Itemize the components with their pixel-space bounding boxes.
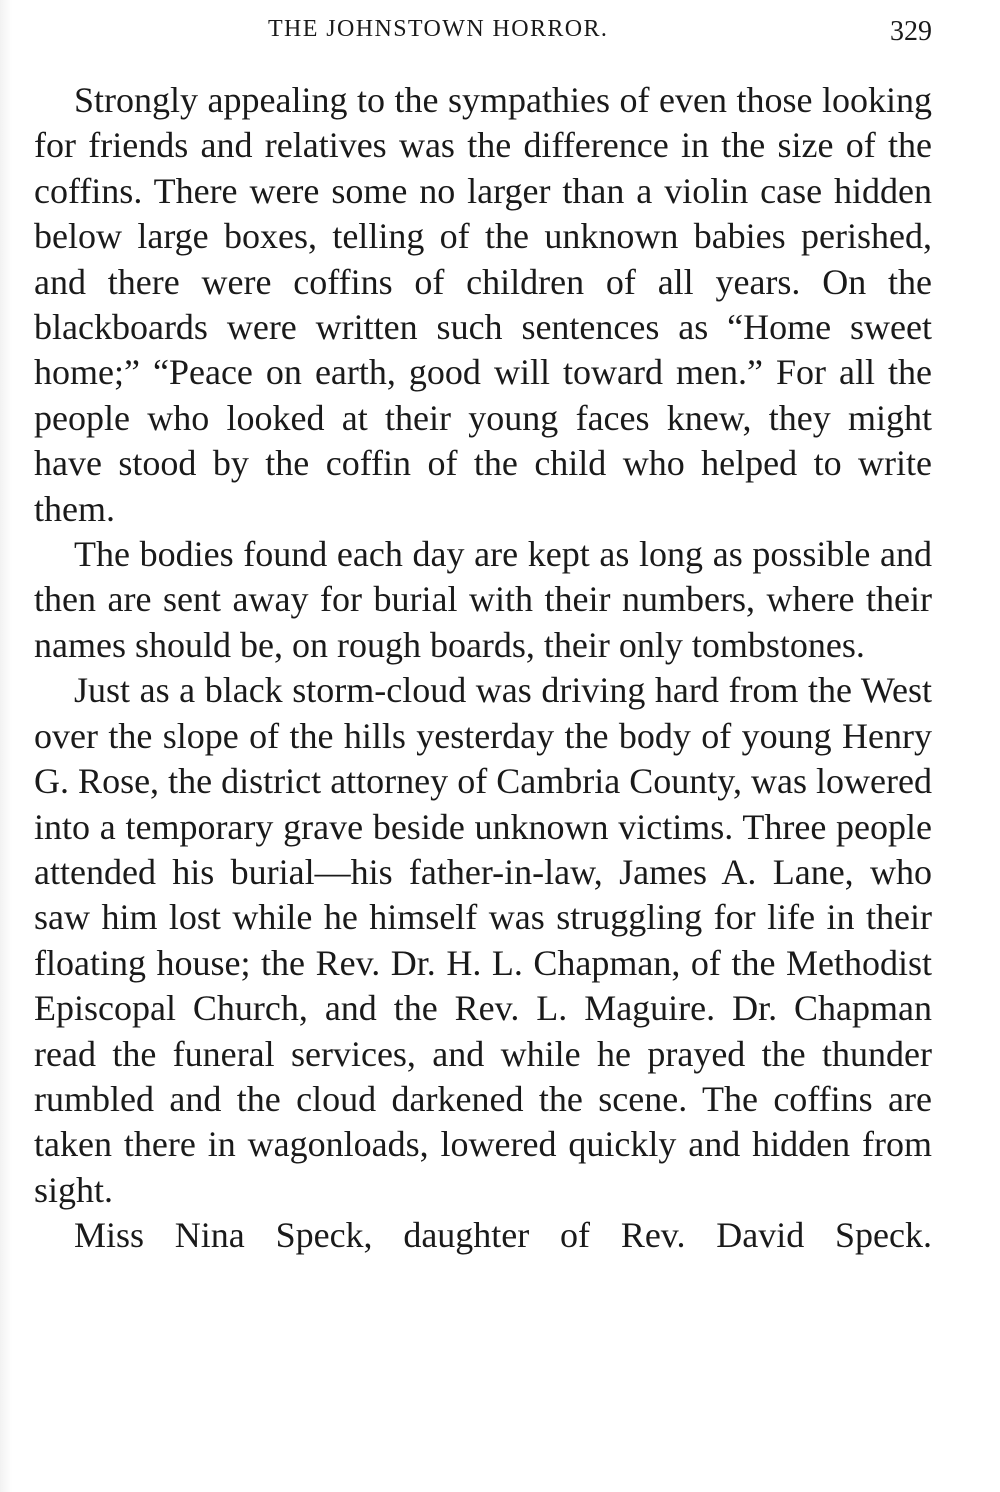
paragraph-burial: Just as a black storm-cloud was driving hard from the West over the slope of the hills yesterday the body of young Henry G. Rose, the district attorney of Cambria County, was lowered into a temporary grave beside unknown victims. Three people attended his burial—his father-in-law, James A. Lane, who saw him lost while he himself was struggling for life in their floating house; the Rev. Dr. H. L. Chapman, of the Methodist Episcopal Church, and the Rev. L. Maguire. Dr. Chapman read the funeral services, and while he prayed the thunder rumbled and the cloud darkened the scene. The coffins are taken there in wagonloads, lowered quickly and hidden from sight. (34, 670, 932, 1210)
body-text (34, 78, 932, 1259)
page-gutter-shadow (0, 0, 12, 1492)
page-header (0, 12, 1000, 52)
running-head: THE JOHNSTOWN HORROR. (268, 16, 609, 42)
page-number: 329 (890, 16, 932, 47)
paragraph-coffins: Strongly appealing to the sympathies of even those looking for friends and relatives was the difference in the size of the coffins. There were some no larger than a violin case hidden below large boxes, telling of the unknown babies perished, and there were coffins of children of all years. On the blackboards were written such sentences as “Home sweet home;” “Peace on earth, good will toward men.” For all the people who looked at their young faces knew, they might have stood by the coffin of the child who helped to write them. (34, 80, 932, 529)
paragraph-nina-speck: Miss Nina Speck, daughter of Rev. David Speck. (74, 1215, 932, 1256)
paragraph-bodies: The bodies found each day are kept as long as possible and then are sent away for burial with their numbers, where their names should be, on rough boards, their only tombstones. (34, 534, 932, 665)
